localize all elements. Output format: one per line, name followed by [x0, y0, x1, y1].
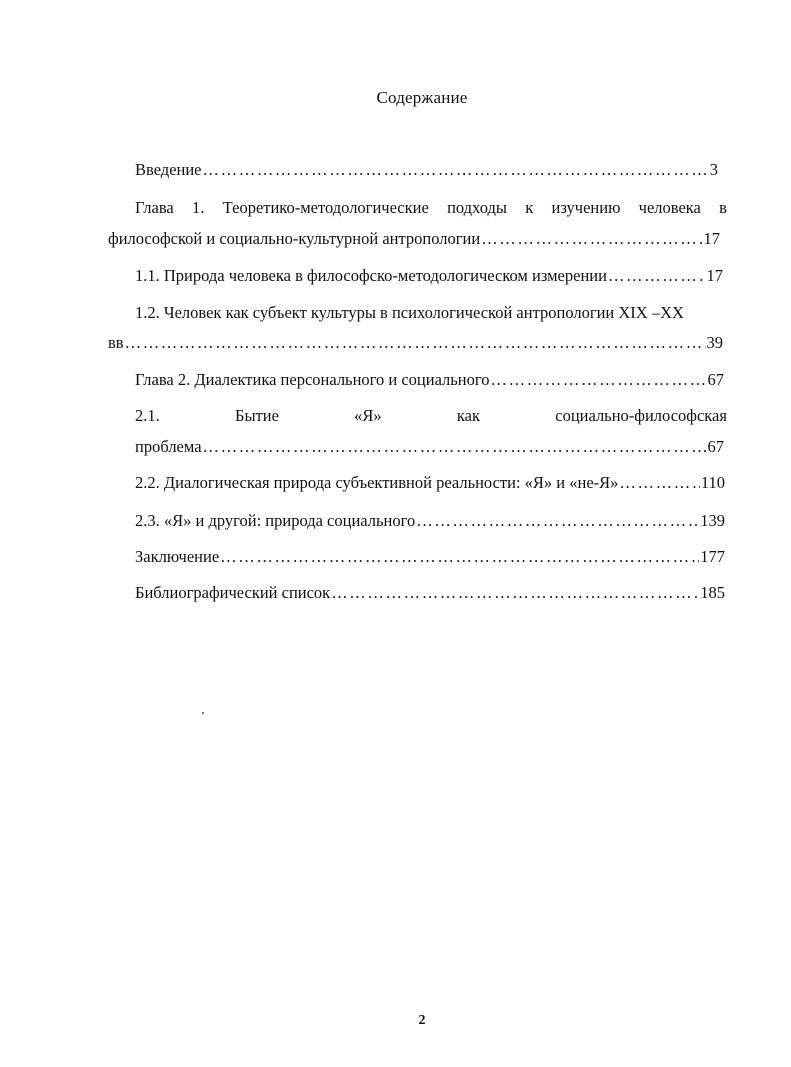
- toc-leader-dots: [331, 582, 699, 604]
- toc-leader-dots: [619, 472, 699, 494]
- word: социально-философская: [555, 406, 727, 425]
- word: Бытие: [234, 406, 279, 425]
- toc-leader-dots: [125, 332, 706, 354]
- toc-entry-section-1-2-line-2[interactable]: [108, 332, 723, 354]
- word: в: [719, 198, 727, 217]
- toc-entry-intro[interactable]: [135, 159, 718, 181]
- toc-entry-page: 17: [703, 229, 720, 248]
- toc-entry-section-1-1[interactable]: [135, 265, 723, 287]
- word: к: [525, 198, 534, 217]
- toc-entry-label: Библиографический список: [135, 583, 331, 602]
- toc-entry-chapter-1-line-1[interactable]: [135, 197, 727, 219]
- word: подходы: [447, 198, 507, 217]
- toc-entry-label: 2.3. «Я» и другой: природа социального: [135, 511, 416, 530]
- toc-entry-label: Введение: [135, 160, 202, 179]
- toc-entry-label: проблема: [135, 437, 202, 456]
- toc-entry-section-2-3[interactable]: [135, 510, 725, 532]
- toc-entry-label: 1.1. Природа человека в философско-методологическом измерении: [135, 266, 607, 285]
- toc-entry-label: 2.2. Диалогическая природа субъективной реальности: «Я» и «не-Я»: [135, 473, 619, 492]
- toc-entry-label: Заключение: [135, 547, 220, 566]
- toc-leader-dots: [608, 265, 706, 287]
- toc-entry-chapter-1-line-2[interactable]: [108, 228, 720, 250]
- toc-entry-page: 39: [706, 333, 723, 352]
- word: человека: [638, 198, 701, 217]
- toc-entry-section-1-2-line-1[interactable]: 1.2. Человек как субъект культуры в психологической антропологии XIX –XX: [135, 303, 684, 322]
- word: 2.1.: [135, 406, 160, 425]
- toc-entry-label: философской и социально-культурной антропологии: [108, 229, 481, 248]
- word: изучению: [551, 198, 621, 217]
- toc-entry-page: 110: [700, 473, 725, 492]
- scan-speck: [202, 712, 204, 714]
- toc-entry-page: 177: [700, 547, 725, 566]
- toc-leader-dots: [416, 510, 699, 532]
- toc-entry-section-2-2[interactable]: [135, 472, 725, 494]
- word: «Я»: [354, 406, 382, 425]
- word: 1.: [192, 198, 205, 217]
- page-title: Содержание: [376, 88, 468, 107]
- toc-leader-dots: [203, 436, 707, 458]
- toc-leader-dots: [481, 228, 702, 250]
- toc-entry-page: 139: [700, 511, 725, 530]
- word: Глава: [135, 198, 174, 217]
- toc-entry-conclusion[interactable]: [135, 546, 725, 568]
- toc-entry-label: Глава 2. Диалектика персонального и социального: [135, 370, 490, 389]
- toc-leader-dots: [203, 159, 709, 181]
- toc-entry-bibliography[interactable]: [135, 582, 725, 604]
- toc-entry-chapter-2[interactable]: [135, 369, 724, 391]
- toc-entry-page: 17: [706, 266, 723, 285]
- toc-entry-section-2-1-line-1[interactable]: [135, 405, 727, 427]
- toc-entry-page: 3: [709, 160, 718, 179]
- word: Теоретико-методологические: [222, 198, 429, 217]
- toc-entry-label: вв: [108, 333, 124, 352]
- toc-leader-dots: [220, 546, 699, 568]
- page-number: 2: [418, 1013, 426, 1028]
- toc-entry-page: 185: [700, 583, 725, 602]
- toc-entry-section-2-1-line-2[interactable]: [135, 436, 724, 458]
- toc-entry-page: 67: [707, 437, 724, 456]
- toc-leader-dots: [491, 369, 707, 391]
- toc-entry-page: 67: [707, 370, 724, 389]
- word: как: [456, 406, 481, 425]
